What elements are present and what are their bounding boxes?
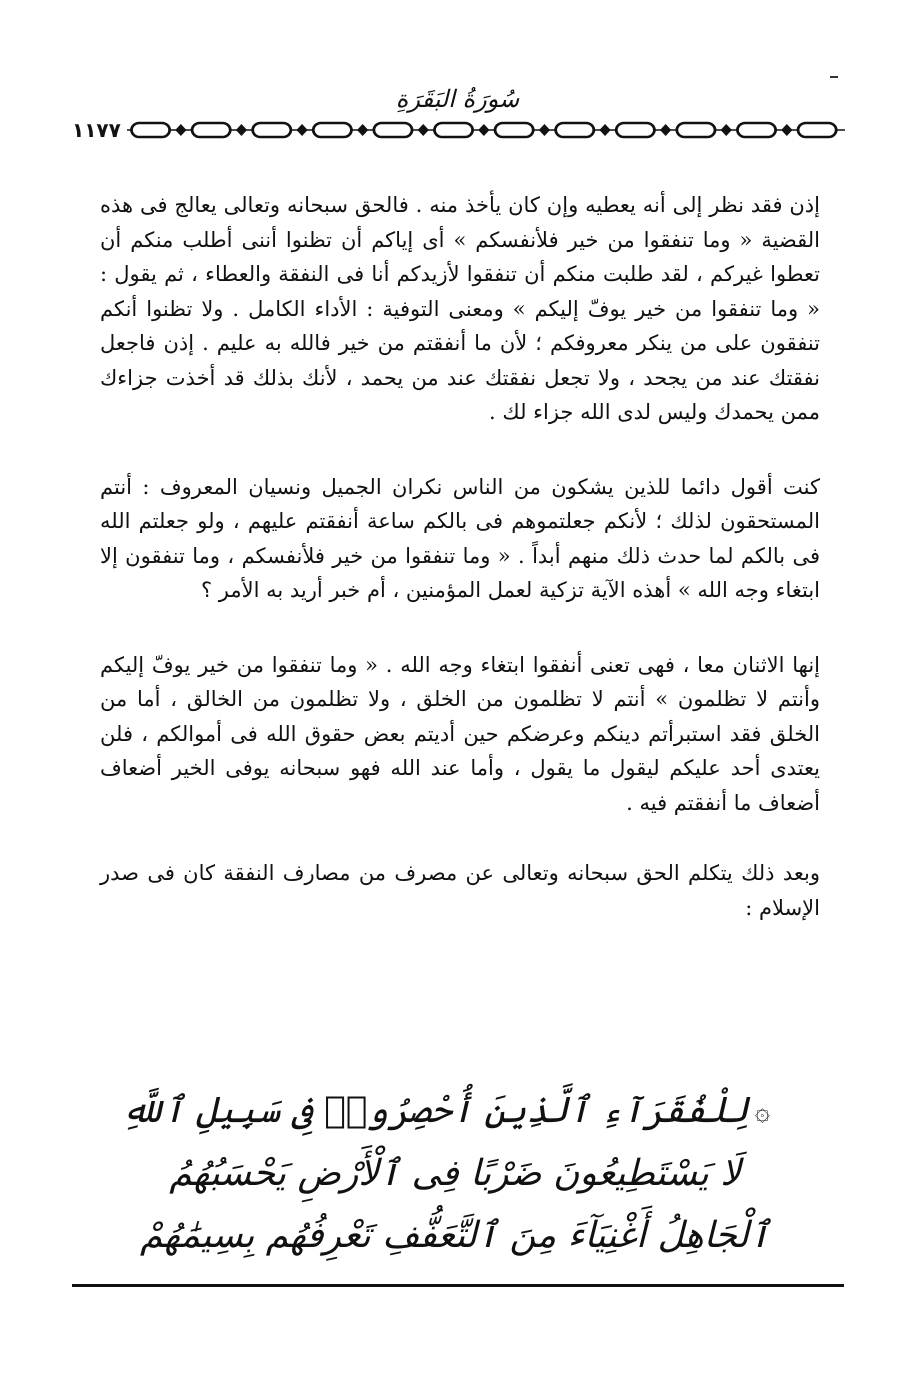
verse-line-text: لِلْفُقَرَآءِ ٱلَّذِينَ أُحْصِرُوا۟ فِى سَبِيلِ ٱللَّهِ xyxy=(120,1090,749,1131)
header-ornament-row xyxy=(70,119,845,141)
decorative-border-icon xyxy=(127,119,845,141)
hizb-marker-icon: ۞ xyxy=(754,1097,770,1127)
verse-line xyxy=(120,1080,770,1143)
paragraph: وبعد ذلك يتكلم الحق سبحانه وتعالى عن مصرف من مصارف النفقة كان فى صدر الإسلام : xyxy=(100,861,820,920)
footer-divider xyxy=(72,1284,844,1287)
scan-mark xyxy=(830,76,838,78)
paragraph: إذن فقد نظر إلى أنه يعطيه وإن كان يأخذ منه . فالحق سبحانه وتعالى يعالج فى هذه القضية « وما تنفقوا من خير فلأنفسكم » أى إياكم أن تظنوا أننى أطلب منكم أن تعطوا غيركم ، لقد طلبت منكم أن تنفقوا لأزيدكم أنا فى النفقة والعطاء ، ثم يقول : « وما تنفقوا من خير يوفّ إليكم » ومعنى التوفية : الأداء الكامل . ولا تظنوا أنكم تنفقون على من ينكر معروفكم ؛ لأن ما أنفقتم من خير فالله به عليم . إذن فاجعل نفقتك عند من يجحد ، ولا تجعل نفقتك عند من يحمد ، لأنك بذلك قد أخذت جزاءك ممن يحمدك وليس لدى الله جزاء لك . xyxy=(100,193,820,424)
verse-line: لَا يَسْتَطِيعُونَ ضَرْبًا فِى ٱلْأَرْضِ يَحْسَبُهُمُ xyxy=(169,1153,741,1194)
page-header xyxy=(70,85,845,155)
surah-title: سُورَةُ البَقَرَةِ xyxy=(395,85,520,113)
page-number: ١١٧٧ xyxy=(72,118,121,142)
paragraph: إنها الاثنان معا ، فهى تعنى أنفقوا ابتغاء وجه الله . « وما تنفقوا من خير يوفّ إليكم وأنتم لا تظلمون » أنتم لا تظلمون من الخلق ، ولا تظلمون من الخالق ، أما من الخلق فقد استبرأتم دينكم وعرضكم حين أديتم بعض حقوق الله فى أموالكم ، فلن يعتدى أحد عليكم ليقول ما يقول ، وأما عند الله فهو سبحانه يوفى الخير أضعاف أضعاف ما أنفقتم فيه . xyxy=(100,652,820,815)
paragraph: كنت أقول دائما للذين يشكون من الناس نكران الجميل ونسيان المعروف : أنتم المستحقون لذلك ؛ لأنكم جعلتموهم فى بالكم ساعة أنفقتم عليهم ، ولو جعلتم الله فى بالكم لما حدث ذلك منهم أبداً . « وما تنفقوا من خير فلأنفسكم ، وما تنفقون إلا ابتغاء وجه الله » أهذه الآية تزكية لعمل المؤمنين ، أم خبر أريد به الأمر ؟ xyxy=(100,474,820,602)
main-text xyxy=(100,188,820,925)
verse-line: ٱلْجَاهِلُ أَغْنِيَآءَ مِنَ ٱلتَّعَفُّفِ تَعْرِفُهُم بِسِيمَٰهُمْ xyxy=(139,1215,770,1256)
quran-verse xyxy=(120,1080,770,1267)
